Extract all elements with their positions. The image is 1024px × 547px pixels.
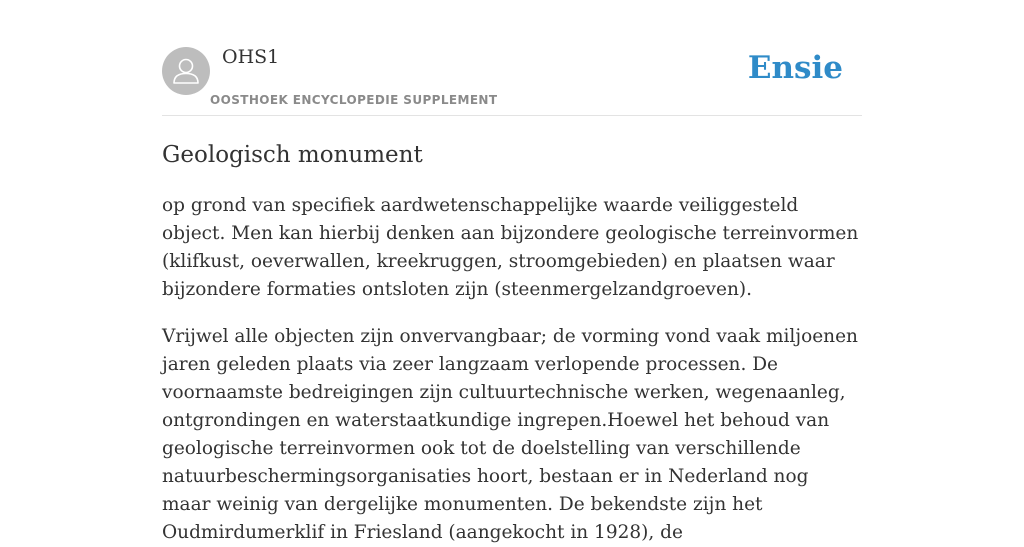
- article-paragraph: op grond van specifiek aardwetenschappelijke waarde veiliggesteld object. Men kan hierbij denken aan bijzondere geologische terreinvormen (klifkust, oeverwallen, kreekruggen, stroomgebieden) en plaatsen waar bijzondere formaties ontsloten zijn (steenmergelzandgroeven).: [162, 195, 859, 300]
- avatar[interactable]: [162, 47, 210, 95]
- ensie-logo[interactable]: Ensie: [747, 50, 843, 86]
- publication-name[interactable]: OOSTHOEK ENCYCLOPEDIE SUPPLEMENT: [210, 93, 498, 107]
- header: [162, 0, 862, 116]
- article-body: [162, 192, 862, 547]
- user-silhouette-icon: [162, 47, 210, 95]
- article-paragraph: Vrijwel alle objecten zijn onvervangbaar; de vorming vond vaak miljoenen jaren geleden plaats via zeer langzaam verlopende processen. De voornaamste bedreigingen zijn cultuurtechnische werken, wegenaanleg, ontgrondingen en waterstaatkundige ingrepen.Hoewel het behoud van geologische terreinvormen ook tot de doelstelling van verschillende natuurbeschermingsorganisaties hoort, bestaan er in Nederland nog maar weinig van dergelijke monumenten. De bekendste zijn het Oudmirdumerklif in Friesland (aangekocht in 1928), de: [162, 326, 858, 543]
- page: [162, 0, 862, 547]
- article-title: Geologisch monument: [162, 142, 423, 168]
- author-name[interactable]: OHS1: [222, 46, 280, 68]
